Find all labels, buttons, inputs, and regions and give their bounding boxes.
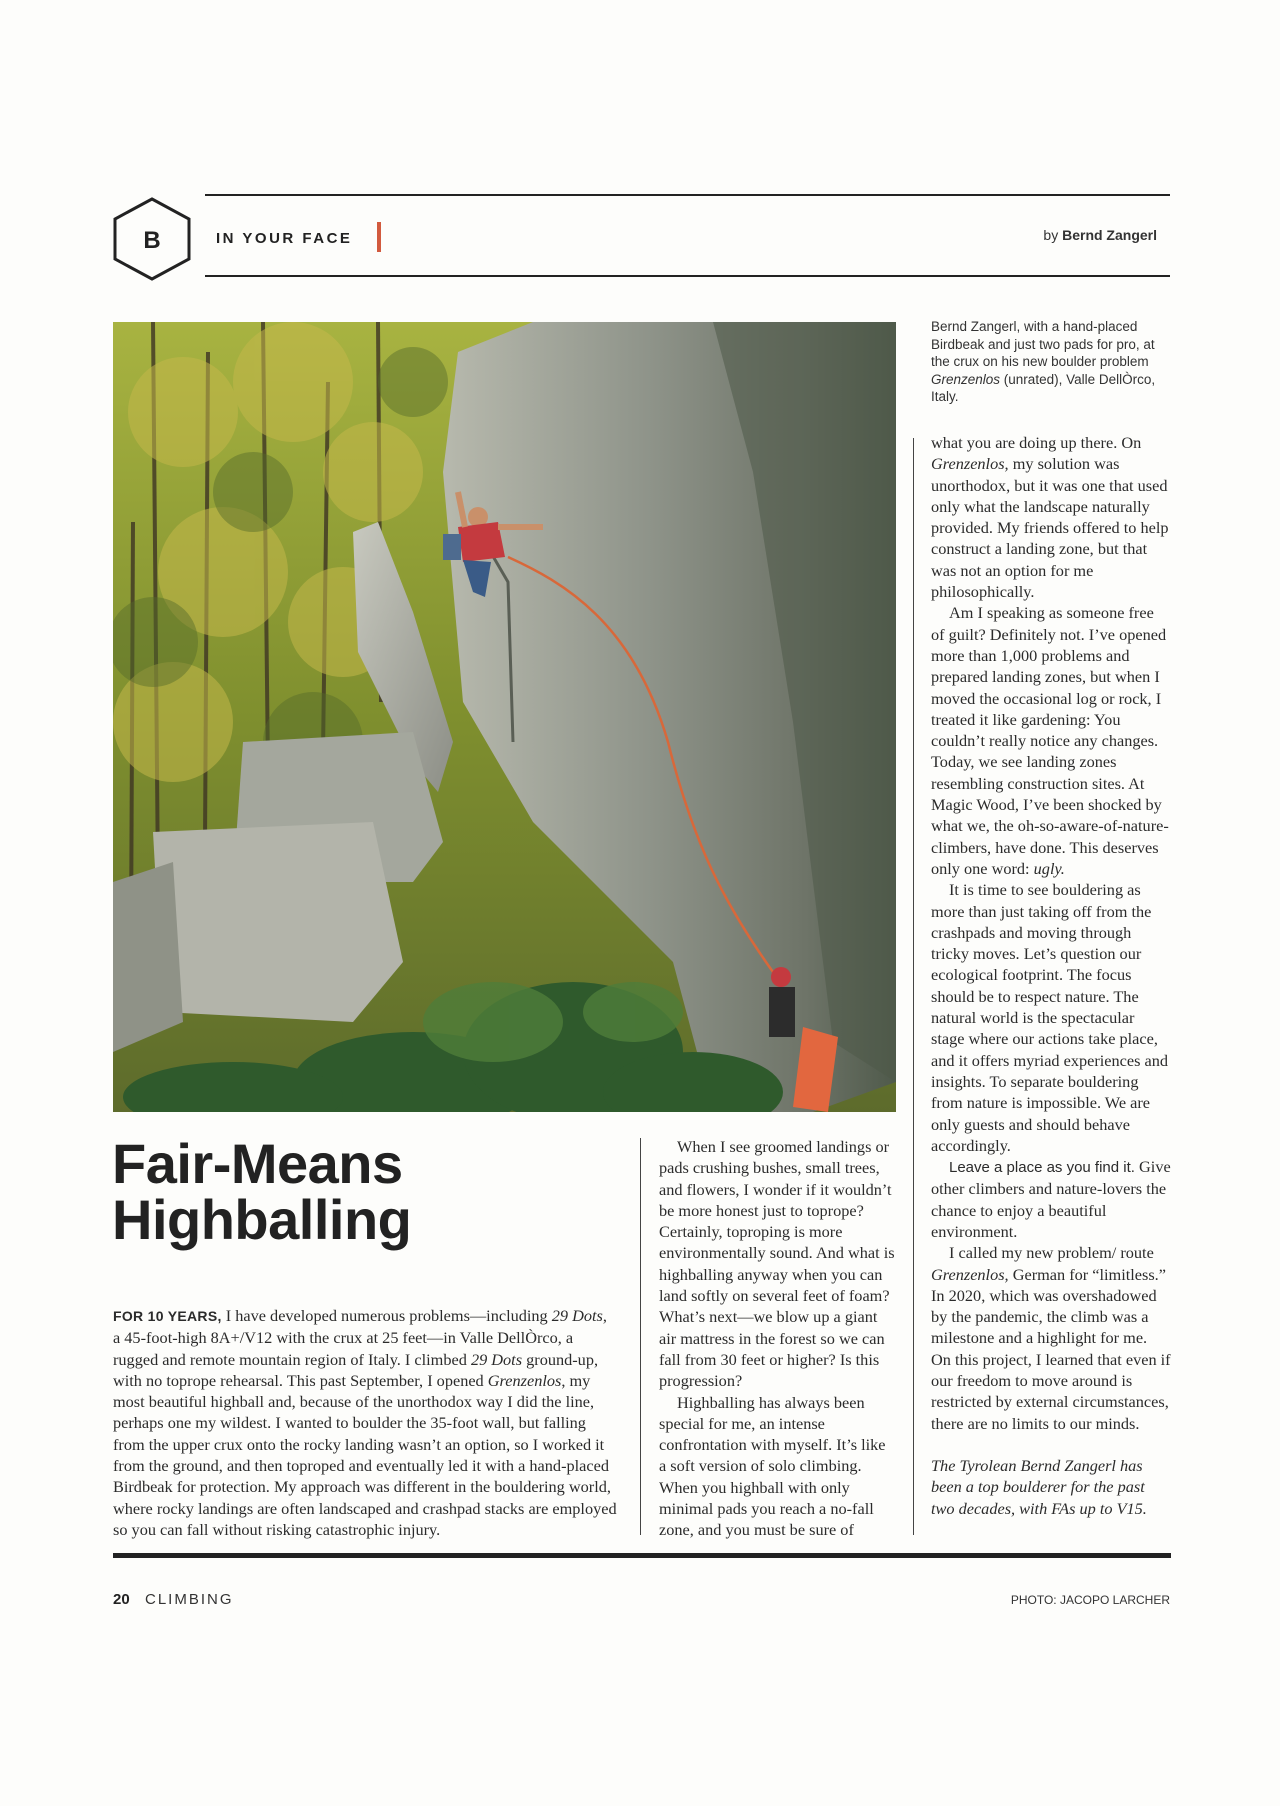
- body-paragraph: Am I speaking as someone free of guilt? Definitely not. I’ve opened more than 1,000 problems and prepared landing zones, but when I moved the occasional log or rock, I treated it like gardening: You couldn’t really notice any changes. Today, we see landing zones resembling construction sites. At Magic Wood, I’ve been shocked by what we, the oh-so-aware-of-nature-climbers, have done. This deserves only one word: ugly.: [931, 603, 1169, 878]
- headline-line-1: Fair-Means: [112, 1132, 403, 1195]
- page-number: 20: [113, 1591, 130, 1608]
- photo-caption: Bernd Zangerl, with a hand-placed Birdbeak and just two pads for pro, at the crux on his new boulder problem Grenzenlos (unrated), Valle DellÒrco, Italy.: [931, 319, 1156, 404]
- intro-paragraph: FOR 10 YEARS, I have developed numerous problems—including 29 Dots, a 45-foot-high 8A+/V12 with the crux at 25 feet—in Valle DellÒrco, a rugged and remote mountain region of Italy. I climbed 29 Dots ground-up, with no toprope rehearsal. This past September, I opened Grenzenlos, my most beautiful highball and, because of the unorthodox way I did the line, perhaps one my wildest. I wanted to boulder the 35-foot wall, but falling from the upper crux onto the rocky landing wasn’t an option, so I worked it from the ground, and then toproped and eventually led it with a hand-placed Birdbeak for protection. My approach was different in the bouldering world, where rocky landings are often landscaped and crashpad stacks are employed so you can fall without risking catastrophic injury.: [113, 1306, 617, 1539]
- column-divider: [913, 438, 914, 1535]
- section-badge-hexagon: [111, 196, 193, 282]
- column-divider: [640, 1138, 641, 1535]
- body-paragraph: I called my new problem/ route Grenzenlos, German for “limitless.” In 2020, which was overshadowed by the pandemic, the climb was a milestone and a highlight for me. On this project, I learned that even if our freedom to move around is restricted by external circumstances, there are no limits to our minds.: [931, 1243, 1171, 1433]
- byline-prefix: by: [1043, 227, 1059, 243]
- section-accent-bar: [377, 222, 381, 252]
- header-top-rule: [205, 194, 1170, 196]
- middle-column: [659, 1136, 895, 1541]
- headline-line-2: Highballing: [112, 1188, 412, 1251]
- body-paragraph: It is time to see bouldering as more than just taking off from the crashpads and moving through tricky moves. Let’s question our ecological footprint. The focus should be to respect nature. The natural world is the spectacular stage where our actions take place, and it offers myriad experiences and insights. To separate bouldering from nature is impossible. We are only guests and should behave accordingly.: [931, 880, 1169, 1155]
- section-label: IN YOUR FACE: [216, 230, 353, 247]
- magazine-name: CLIMBING: [145, 1591, 234, 1608]
- header-bottom-rule: [205, 275, 1170, 277]
- body-paragraph: When I see groomed landings or pads crushing bushes, small trees, and flowers, I wonder if it wouldn’t be more honest just to toprope? Certainly, toproping is more environmentally sound. And what is highballing anyway when you can land softly on several feet of foam? What’s next—we blow up a giant air mattress in the forest so we can fall from 30 feet or higher? Is this progression?: [659, 1137, 895, 1391]
- article-headline: [112, 1132, 532, 1251]
- byline-author: Bernd Zangerl: [1062, 227, 1157, 243]
- feature-photo: [113, 322, 896, 1112]
- photo-credit: PHOTO: JACOPO LARCHER: [1010, 1593, 1170, 1607]
- author-bio: The Tyrolean Bernd Zangerl has been a top boulderer for the past two decades, with FAs up to V15.: [931, 1455, 1147, 1518]
- body-paragraph: Leave a place as you find it. Give other climbers and nature-lovers the chance to enjoy a beautiful environment.: [931, 1157, 1171, 1241]
- badge-letter: B: [143, 227, 161, 254]
- climbing-photo-illustration: [113, 322, 896, 1112]
- right-column: [931, 432, 1171, 1519]
- footer-rule: [113, 1553, 1171, 1558]
- byline: [1043, 227, 1157, 243]
- body-paragraph: Highballing has always been special for me, an intense confrontation with myself. It’s like a soft version of solo climbing. When you highball with only minimal pads you reach a no-fall zone, and you must be sure of: [659, 1392, 886, 1540]
- body-paragraph: what you are doing up there. On Grenzenlos, my solution was unorthodox, but it was one that used only what the landscape naturally provided. My friends offered to help construct a landing zone, but that was not an option for me philosophically.: [931, 433, 1169, 602]
